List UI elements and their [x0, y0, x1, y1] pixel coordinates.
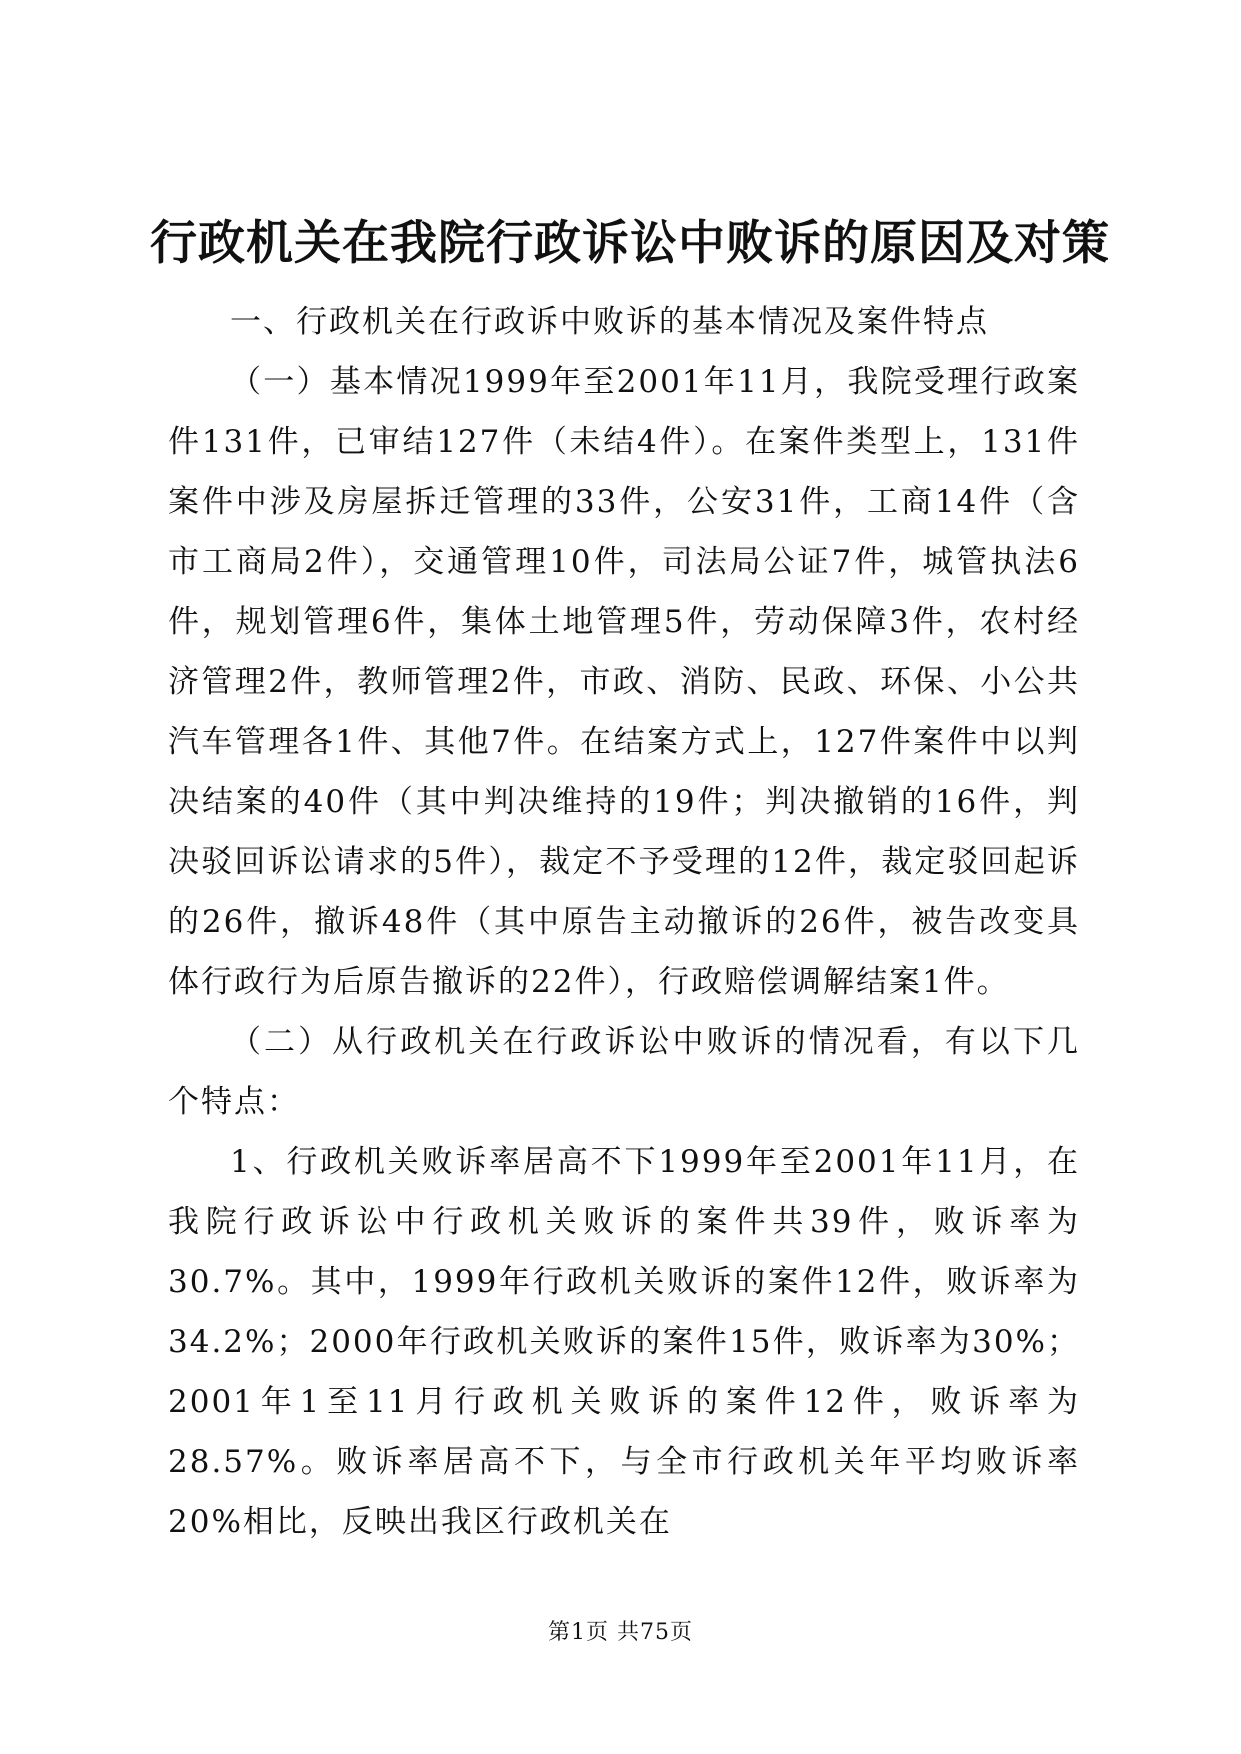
paragraph-basic-situation: （一）基本情况1999年至2001年11月，我院受理行政案件131件，已审结127件（未结4件）。在案件类型上，131件案件中涉及房屋拆迁管理的33件，公安31件，工商14件（含市工商局2件），交通管理10件，司法局公证7件，城管执法6件，规划管理6件，集体土地管理5件，劳动保障3件，农村经济管理2件，教师管理2件，市政、消防、民政、环保、小公共汽车管理各1件、其他7件。在结案方式上，127件案件中以判决结案的40件（其中判决维持的19件；判决撤销的16件，判决驳回诉讼请求的5件），裁定不予受理的12件，裁定驳回起诉的26件，撤诉48件（其中原告主动撤诉的26件，被告改变具体行政行为后原告撤诉的22件），行政赔偿调解结案1件。: [168, 364, 1080, 1000]
document-title: 行政机关在我院行政诉讼中败诉的原因及对策: [150, 216, 1110, 271]
paragraph-feature-1: 1、行政机关败诉率居高不下1999年至2001年11月，在我院行政诉讼中行政机关败诉的案件共39件，败诉率为30.7%。其中，1999年行政机关败诉的案件12件，败诉率为34.2%；2000年行政机关败诉的案件15件，败诉率为30%；2001年1至11月行政机关败诉的案件12件，败诉率为28.57%。败诉率居高不下，与全市行政机关年平均败诉率20%相比，反映出我区行政机关在: [168, 1144, 1080, 1540]
document-body: [168, 292, 1080, 1552]
page-footer: 第1页 共75页: [548, 1620, 693, 1645]
paragraph-features-intro: （二）从行政机关在行政诉讼中败诉的情况看，有以下几个特点：: [168, 1024, 1080, 1120]
section-heading: 一、行政机关在行政诉中败诉的基本情况及案件特点: [230, 304, 989, 340]
